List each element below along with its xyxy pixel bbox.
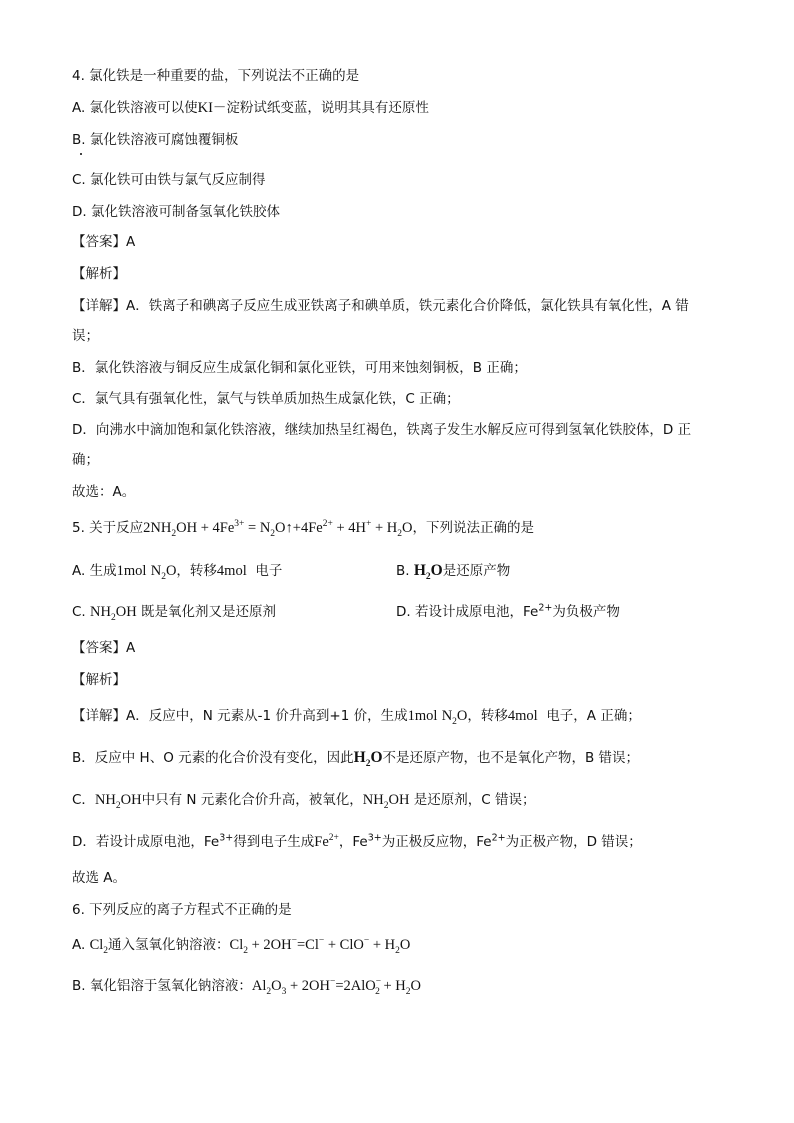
- q4-detail-a-cont: 误；: [72, 328, 99, 344]
- q5-conclusion: 故选 A。: [72, 870, 127, 886]
- q5-detail-c: C．$NH_2OH$中只有 N 元素化合价升高，被氧化，$NH_2OH$ 是还原剂，C 错误；: [72, 792, 536, 811]
- q5-detail-a: 【详解】A．反应中，N 元素从-1 价升高到+1 价，生成1mol $N_2O$，转移4mol 电子，A 正确；: [72, 708, 641, 727]
- q4-conclusion: 故选：A。: [72, 484, 136, 500]
- q5-option-a: A. 生成1mol $N_2O$，转移4mol 电子: [72, 563, 283, 582]
- q4-option-a: A. 氯化铁溶液可以使KI－淀粉试纸变蓝，说明其具有还原性: [72, 100, 429, 116]
- q5-stem: 5. 关于反应$2NH_2OH + 4Fe^{3+}$ = $N_2O↑+4Fe^{2+} + 4H^+ + H_2O$，下列说法正确的是: [72, 519, 535, 539]
- q5-option-d: D. 若设计成原电池，$Fe^{2+}$为负极产物: [396, 602, 620, 620]
- q5-detail-b: B．反应中 H、O 元素的化合价没有变化，因此$H_2O$不是还原产物，也不是氧化产物，B 错误；: [72, 749, 640, 770]
- q4-detail-b: B．氯化铁溶液与铜反应生成氯化铜和氯化亚铁，可用来蚀刻铜板，B 正确；: [72, 360, 527, 376]
- q6-option-a-equation: $Cl_2 + 2OH^-=Cl^- + ClO^- + H_2O$: [229, 936, 411, 956]
- q6-option-b: B. 氧化铝溶于氢氧化钠溶液：$Al_2O_3 + 2OH^-=2AlO^-_2 + H_2O$: [72, 977, 421, 997]
- q5-detail-d: D．若设计成原电池，$Fe^{3+}$得到电子生成$Fe^{2+}$，$Fe^{3+}$为正极反应物，$Fe^{2+}$为正极产物，D 错误；: [72, 832, 642, 850]
- q5-option-c: C. $NH_2OH$ 既是氧化剂又是还原剂: [72, 604, 276, 623]
- q6-option-a: A. $Cl_2$通入氢氧化钠溶液：$Cl_2 + 2OH^-=Cl^- + ClO^- + H_2O$: [72, 936, 411, 956]
- q4-analysis-heading: 【解析】: [72, 266, 126, 282]
- q4-detail-a: 【详解】A．铁离子和碘离子反应生成亚铁离子和碘单质，铁元素化合价降低，氯化铁具有氧化性，A 错: [72, 298, 689, 314]
- q4-detail-d-cont: 确；: [72, 452, 99, 468]
- q4-option-c: C. 氯化铁可由铁与氯气反应制得: [72, 172, 266, 188]
- q5-answer: 【答案】A: [72, 640, 136, 656]
- q5-option-b: B. $H_2O$是还原产物: [396, 562, 511, 583]
- q4-option-d: D. 氯化铁溶液可制备氢氧化铁胶体: [72, 204, 280, 220]
- q4-stem: 4. 氯化铁是一种重要的盐，下列说法不正确的是: [72, 68, 360, 84]
- q6-option-b-equation: $Al_2O_3 + 2OH^-=2AlO^-_2 + H_2O$: [251, 977, 421, 997]
- q4-option-b: B. 氯化铁溶液可腐蚀覆铜板: [72, 132, 239, 148]
- q4-answer: 【答案】A: [72, 234, 136, 250]
- q5-equation: $2NH_2OH + 4Fe^{3+}$ = $N_2O↑+4Fe^{2+} + 4H^+ + H_2O$: [143, 519, 413, 539]
- q5-analysis-heading: 【解析】: [72, 672, 126, 688]
- q6-stem: 6. 下列反应的离子方程式不正确的是: [72, 902, 292, 918]
- q4-detail-c: C．氯气具有强氧化性，氯气与铁单质加热生成氯化铁，C 正确；: [72, 391, 460, 407]
- stray-dot: [80, 153, 82, 155]
- q4-detail-d: D．向沸水中滴加饱和氯化铁溶液，继续加热呈红褐色，铁离子发生水解反应可得到氢氧化铁胶体，D 正: [72, 422, 692, 438]
